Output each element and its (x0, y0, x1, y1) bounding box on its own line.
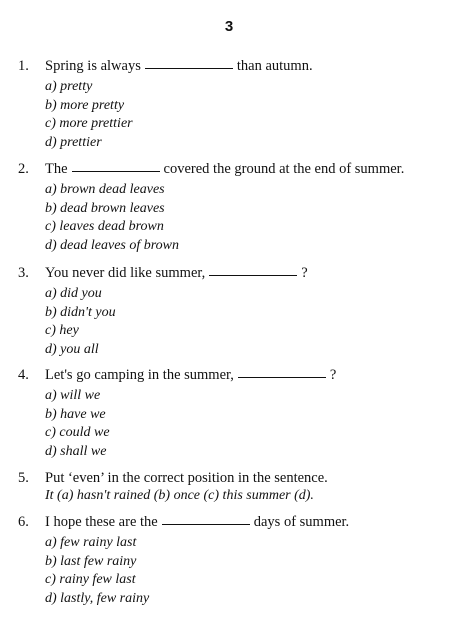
question-text (45, 58, 313, 75)
option-c[interactable]: c) more prettier (45, 116, 133, 131)
question-text-before: The (45, 161, 68, 177)
question-number: 5. (18, 470, 29, 486)
option-c[interactable]: c) leaves dead brown (45, 219, 164, 234)
answer-blank (209, 274, 297, 276)
option-a[interactable]: a) pretty (45, 79, 93, 94)
example-sentence: It (a) hasn't rained (b) once (c) this summer (d). (45, 488, 314, 503)
question-text (45, 161, 404, 178)
option-list (45, 285, 116, 359)
question-number: 1. (18, 58, 29, 74)
option-a[interactable]: a) will we (45, 388, 101, 403)
question-text (45, 514, 349, 531)
option-a[interactable]: a) did you (45, 286, 102, 301)
page-number: 3 (224, 18, 234, 35)
option-d[interactable]: d) lastly, few rainy (45, 590, 150, 606)
option-list (45, 78, 133, 152)
option-b[interactable]: b) dead brown leaves (45, 200, 165, 216)
answer-blank (145, 67, 233, 69)
question-text-after: days of summer. (253, 514, 350, 530)
option-b[interactable]: b) more pretty (45, 97, 125, 113)
question-text (45, 265, 308, 282)
question-text-before: Spring is always (45, 58, 141, 74)
question-text-after: ? (329, 367, 337, 383)
option-list (45, 181, 179, 255)
question-text-before: Let's go camping in the summer, (45, 367, 234, 383)
option-c[interactable]: c) could we (45, 425, 110, 440)
option-a[interactable]: a) few rainy last (45, 535, 137, 550)
question-text-before: I hope these are the (45, 514, 158, 530)
option-d[interactable]: d) prettier (45, 134, 102, 150)
option-b[interactable]: b) have we (45, 406, 106, 422)
question-text-after: ? (301, 265, 308, 281)
option-a[interactable]: a) brown dead leaves (45, 182, 165, 197)
question-number: 6. (18, 514, 29, 530)
option-c[interactable]: c) hey (45, 323, 79, 338)
option-list (45, 534, 149, 608)
option-b[interactable]: b) didn't you (45, 304, 116, 320)
answer-blank (72, 170, 160, 172)
option-b[interactable]: b) last few rainy (45, 553, 137, 569)
question-text-after: covered the ground at the end of summer. (163, 161, 405, 177)
question-text-before: You never did like summer, (45, 265, 206, 281)
question-number: 2. (18, 161, 29, 177)
question-number: 3. (18, 265, 29, 281)
option-d[interactable]: d) dead leaves of brown (45, 237, 180, 253)
option-list (45, 387, 110, 461)
answer-blank (238, 376, 326, 378)
option-d[interactable]: d) shall we (45, 443, 107, 459)
option-d[interactable]: d) you all (45, 341, 99, 357)
question-number: 4. (18, 367, 29, 383)
question-text (45, 367, 336, 384)
option-c[interactable]: c) rainy few last (45, 572, 136, 587)
question-text-after: than autumn. (236, 58, 313, 74)
answer-blank (162, 523, 250, 525)
question-text: Put ‘even’ in the correct position in the sentence. (45, 470, 328, 486)
